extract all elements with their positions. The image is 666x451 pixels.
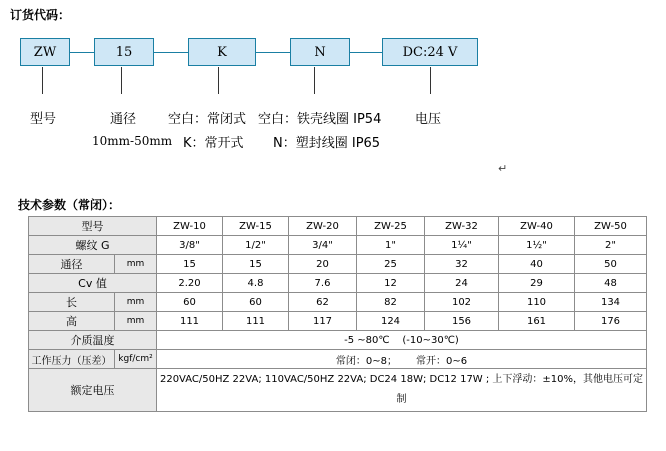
value-cell: 1" <box>357 236 425 255</box>
value-cell: 161 <box>499 312 575 331</box>
code-box-coil-text: N <box>314 44 326 60</box>
pressure-value: 常闭：0~8； 常开：0~6 <box>157 350 647 369</box>
label-plastic-coil: N：塑封线圈 IP65 <box>273 136 381 151</box>
value-cell: 48 <box>575 274 647 293</box>
specs-heading: 技术参数（常闭）： <box>18 198 121 212</box>
unit-cell: mm <box>115 312 157 331</box>
label-voltage: 电压 <box>415 112 442 127</box>
value-cell: 2" <box>575 236 647 255</box>
value-cell: 176 <box>575 312 647 331</box>
value-cell: 29 <box>499 274 575 293</box>
value-cell: 3/4" <box>289 236 357 255</box>
value-cell: 134 <box>575 293 647 312</box>
value-cell: 124 <box>357 312 425 331</box>
code-box-type <box>188 38 256 66</box>
label-model: 型号 <box>30 112 57 127</box>
pressure-unit: kgf/cm² <box>115 350 157 369</box>
row-label: 高 <box>29 312 115 331</box>
value-cell: 50 <box>575 255 647 274</box>
value-cell: 60 <box>223 293 289 312</box>
unit-cell: mm <box>115 255 157 274</box>
value-cell: 15 <box>157 255 223 274</box>
row-label-medium-temp: 介质温度 <box>29 331 157 350</box>
value-cell: 60 <box>157 293 223 312</box>
code-box-bore <box>94 38 154 66</box>
value-cell: 25 <box>357 255 425 274</box>
value-cell: 1/2" <box>223 236 289 255</box>
code-box-model-text: ZW <box>33 44 57 60</box>
row-label-rated-voltage: 额定电压 <box>29 369 157 412</box>
value-cell: 4.8 <box>223 274 289 293</box>
value-cell: 62 <box>289 293 357 312</box>
model-cell: ZW-40 <box>499 217 575 236</box>
connector-line <box>70 52 94 53</box>
label-normally-closed: 空白：常闭式 <box>168 112 247 127</box>
table-row <box>29 236 647 255</box>
pointer-line <box>314 67 315 94</box>
value-cell: 32 <box>425 255 499 274</box>
value-cell: 12 <box>357 274 425 293</box>
model-cell: ZW-15 <box>223 217 289 236</box>
value-cell: 111 <box>223 312 289 331</box>
value-cell: 24 <box>425 274 499 293</box>
code-box-coil <box>290 38 350 66</box>
table-row <box>29 331 647 350</box>
label-bore: 通径 <box>110 112 137 127</box>
code-box-type-text: K <box>217 44 227 60</box>
value-cell: 1¼" <box>425 236 499 255</box>
value-cell: 15 <box>223 255 289 274</box>
pointer-line <box>42 67 43 94</box>
value-cell: 7.6 <box>289 274 357 293</box>
pointer-line <box>121 67 122 94</box>
table-row <box>29 350 647 369</box>
value-cell: 110 <box>499 293 575 312</box>
model-cell: ZW-10 <box>157 217 223 236</box>
header-model-label: 型号 <box>29 217 157 236</box>
value-cell: 82 <box>357 293 425 312</box>
return-mark-icon: ↵ <box>498 162 508 175</box>
label-iron-coil: 空白：铁壳线圈 IP54 <box>258 112 382 127</box>
label-normally-open: K：常开式 <box>183 136 244 151</box>
row-label: Cv 值 <box>29 274 157 293</box>
value-cell: 2.20 <box>157 274 223 293</box>
pointer-line <box>218 67 219 94</box>
row-label: 螺纹 G <box>29 236 157 255</box>
model-cell: ZW-32 <box>425 217 499 236</box>
value-cell: 111 <box>157 312 223 331</box>
unit-cell: mm <box>115 293 157 312</box>
model-cell: ZW-25 <box>357 217 425 236</box>
order-code-heading: 订货代码： <box>10 8 71 22</box>
label-bore-range: 10mm-50mm <box>92 134 173 148</box>
value-cell: 102 <box>425 293 499 312</box>
table-row <box>29 369 647 412</box>
value-cell: 117 <box>289 312 357 331</box>
table-row <box>29 217 647 236</box>
model-cell: ZW-20 <box>289 217 357 236</box>
table-row <box>29 293 647 312</box>
value-cell: 20 <box>289 255 357 274</box>
row-label: 通径 <box>29 255 115 274</box>
pointer-line <box>430 67 431 94</box>
row-label-pressure: 工作压力（压差） <box>29 350 115 369</box>
connector-line <box>154 52 188 53</box>
code-box-voltage <box>382 38 478 66</box>
value-cell: 40 <box>499 255 575 274</box>
code-box-voltage-text: DC:24 V <box>402 44 458 60</box>
value-cell: 156 <box>425 312 499 331</box>
table-row <box>29 274 647 293</box>
connector-line <box>350 52 382 53</box>
model-cell: ZW-50 <box>575 217 647 236</box>
table-row <box>29 312 647 331</box>
row-label: 长 <box>29 293 115 312</box>
value-cell: 1½" <box>499 236 575 255</box>
medium-temp-value: -5 ~80℃ (-10~30℃) <box>157 331 647 350</box>
code-box-bore-text: 15 <box>115 44 133 60</box>
connector-line <box>256 52 290 53</box>
code-box-model <box>20 38 70 66</box>
value-cell: 3/8" <box>157 236 223 255</box>
rated-voltage-value: 220VAC/50HZ 22VA; 110VAC/50HZ 22VA; DC24 18W; DC12 17W ; 上下浮动：±10%，其他电压可定制 <box>157 369 647 412</box>
table-row <box>29 255 647 274</box>
specs-table <box>28 216 647 412</box>
